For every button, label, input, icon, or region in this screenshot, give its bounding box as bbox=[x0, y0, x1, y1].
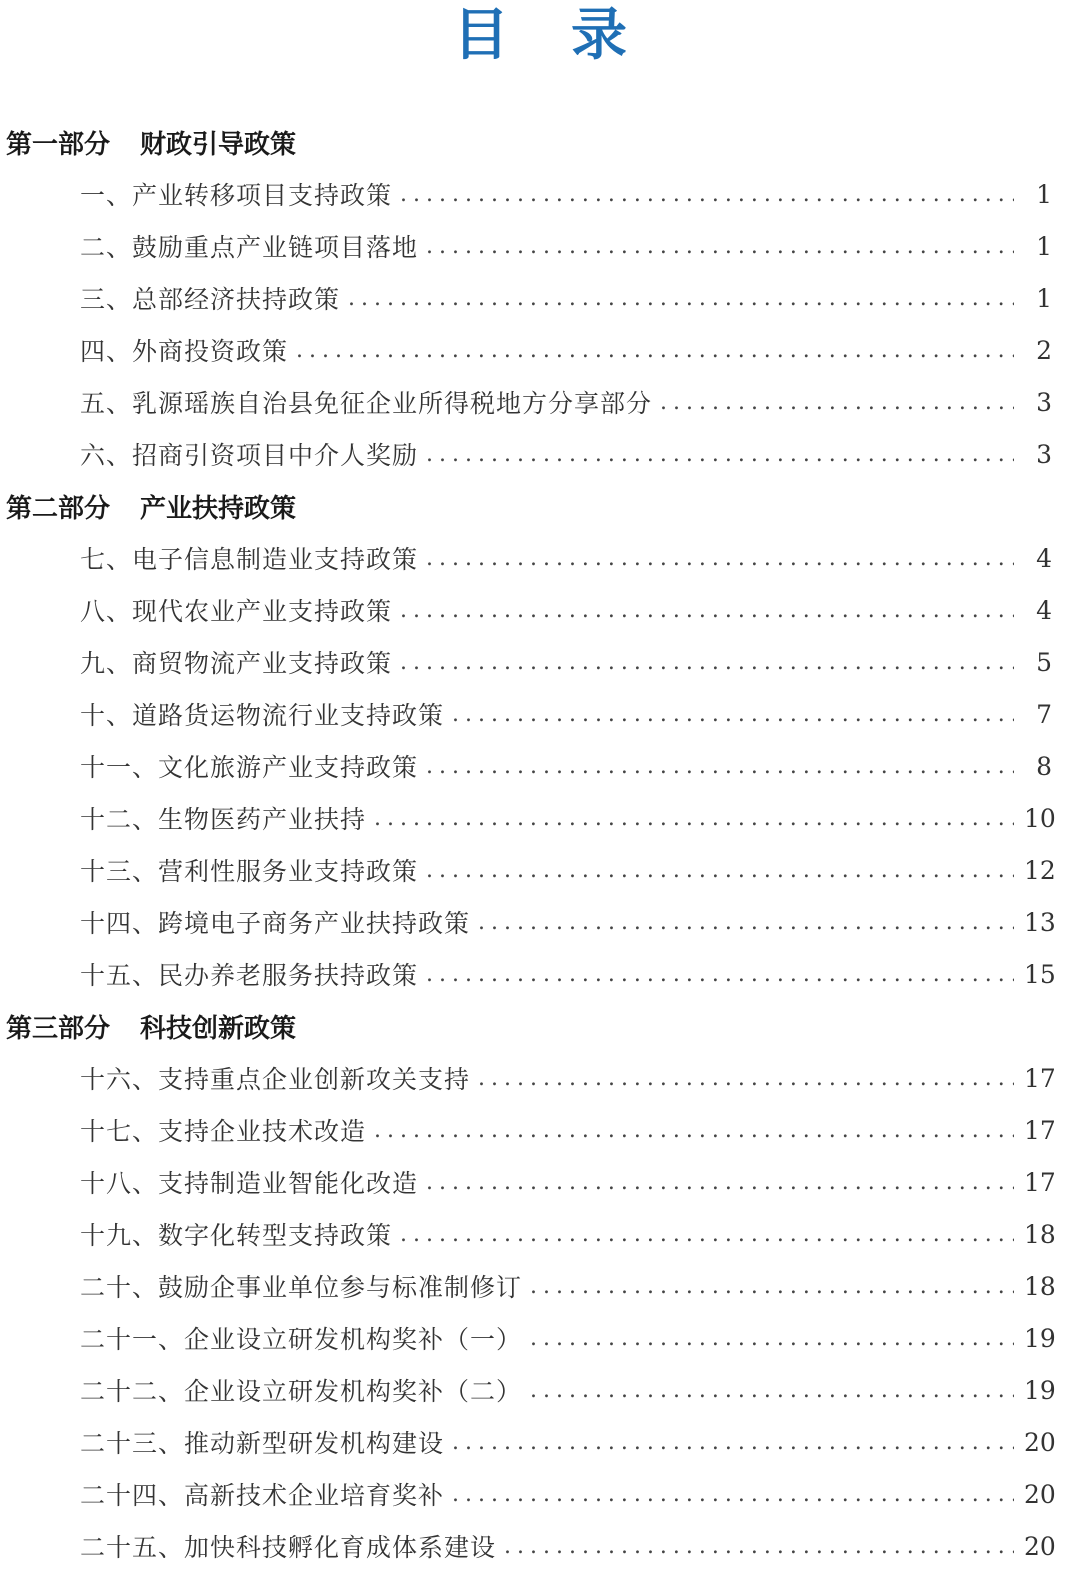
page-title: 目录 bbox=[453, 3, 689, 68]
toc-entry-page-number: 18 bbox=[1024, 1219, 1056, 1249]
toc-entry[interactable] bbox=[0, 948, 1080, 1000]
toc-entry-page-number: 19 bbox=[1024, 1375, 1056, 1405]
dot-leader bbox=[660, 390, 1014, 415]
toc-entry[interactable] bbox=[0, 1052, 1080, 1104]
dot-leader bbox=[400, 182, 1014, 207]
toc-entry-page-number: 13 bbox=[1024, 907, 1056, 937]
dot-leader bbox=[530, 1274, 1014, 1299]
section-name: 财政引导政策 bbox=[140, 129, 297, 160]
toc-entry[interactable] bbox=[0, 1260, 1080, 1312]
dot-leader bbox=[374, 806, 1014, 831]
toc-entry-label: 二十二、企业设立研发机构奖补（二） bbox=[80, 1377, 523, 1406]
dot-leader bbox=[478, 1066, 1014, 1091]
section-heading bbox=[0, 1000, 1080, 1052]
toc-entry[interactable] bbox=[0, 896, 1080, 948]
section-heading bbox=[0, 480, 1080, 532]
dot-leader bbox=[374, 1118, 1014, 1143]
toc-entry-label: 二十三、推动新型研发机构建设 bbox=[80, 1429, 445, 1458]
toc-entry[interactable] bbox=[0, 272, 1080, 324]
toc-entry[interactable] bbox=[0, 1208, 1080, 1260]
toc-entry-page-number: 17 bbox=[1024, 1167, 1056, 1197]
toc-entry[interactable] bbox=[0, 844, 1080, 896]
toc-entry-page-number: 20 bbox=[1024, 1427, 1056, 1457]
toc-entry-page-number: 19 bbox=[1024, 1323, 1056, 1353]
toc-entry-page-number: 3 bbox=[1036, 387, 1052, 417]
toc-entry-label: 七、电子信息制造业支持政策 bbox=[80, 545, 419, 574]
dot-leader bbox=[452, 1430, 1014, 1455]
toc-entry-page-number: 4 bbox=[1036, 543, 1052, 573]
toc-entry[interactable] bbox=[0, 532, 1080, 584]
dot-leader bbox=[426, 546, 1014, 571]
toc-entry[interactable] bbox=[0, 1312, 1080, 1364]
section-number: 第一部分 bbox=[6, 129, 111, 160]
toc-entry-page-number: 17 bbox=[1024, 1115, 1056, 1145]
toc-entry[interactable] bbox=[0, 1520, 1080, 1572]
toc-entry[interactable] bbox=[0, 428, 1080, 480]
toc-entry-label: 十六、支持重点企业创新攻关支持 bbox=[80, 1065, 471, 1094]
toc-entry-page-number: 5 bbox=[1036, 647, 1052, 677]
toc-entry[interactable] bbox=[0, 584, 1080, 636]
dot-leader bbox=[452, 702, 1014, 727]
dot-leader bbox=[530, 1326, 1014, 1351]
toc-entry-page-number: 20 bbox=[1024, 1479, 1056, 1509]
toc-entry-label: 九、商贸物流产业支持政策 bbox=[80, 649, 393, 678]
toc-entry-label: 十、道路货运物流行业支持政策 bbox=[80, 701, 445, 730]
toc-entry-page-number: 3 bbox=[1036, 439, 1052, 469]
toc-entry-label: 十二、生物医药产业扶持 bbox=[80, 805, 367, 834]
toc-entry-label: 十三、营利性服务业支持政策 bbox=[80, 857, 419, 886]
dot-leader bbox=[400, 650, 1014, 675]
toc-entry-page-number: 18 bbox=[1024, 1271, 1056, 1301]
dot-leader bbox=[348, 286, 1014, 311]
dot-leader bbox=[504, 1534, 1014, 1559]
toc-entry-page-number: 1 bbox=[1036, 283, 1052, 313]
dot-leader bbox=[530, 1378, 1014, 1403]
dot-leader bbox=[400, 1222, 1014, 1247]
section-name: 科技创新政策 bbox=[140, 1013, 297, 1044]
toc-entry-label: 二十一、企业设立研发机构奖补（一） bbox=[80, 1325, 523, 1354]
section-number: 第三部分 bbox=[6, 1013, 111, 1044]
toc-entry[interactable] bbox=[0, 1364, 1080, 1416]
toc-entry[interactable] bbox=[0, 740, 1080, 792]
toc-entry-label: 一、产业转移项目支持政策 bbox=[80, 181, 393, 210]
dot-leader bbox=[478, 910, 1014, 935]
toc-entry-page-number: 1 bbox=[1036, 231, 1052, 261]
toc-entry-label: 十八、支持制造业智能化改造 bbox=[80, 1169, 419, 1198]
toc-entry-label: 二十、鼓励企事业单位参与标准制修订 bbox=[80, 1273, 523, 1302]
toc-entry[interactable] bbox=[0, 220, 1080, 272]
toc-entry-page-number: 10 bbox=[1024, 803, 1056, 833]
toc-entry[interactable] bbox=[0, 168, 1080, 220]
toc-entry-page-number: 15 bbox=[1024, 959, 1056, 989]
toc-entry-page-number: 8 bbox=[1036, 751, 1052, 781]
toc-entry-label: 十九、数字化转型支持政策 bbox=[80, 1221, 393, 1250]
toc-entry-label: 八、现代农业产业支持政策 bbox=[80, 597, 393, 626]
toc-entry-page-number: 4 bbox=[1036, 595, 1052, 625]
toc-entry-label: 十七、支持企业技术改造 bbox=[80, 1117, 367, 1146]
toc-entry-page-number: 7 bbox=[1036, 699, 1052, 729]
toc-entry-page-number: 2 bbox=[1036, 335, 1052, 365]
toc-entry-label: 十四、跨境电子商务产业扶持政策 bbox=[80, 909, 471, 938]
toc-entry[interactable] bbox=[0, 792, 1080, 844]
dot-leader bbox=[296, 338, 1014, 363]
toc-entry[interactable] bbox=[0, 688, 1080, 740]
toc-entry[interactable] bbox=[0, 636, 1080, 688]
toc-entry-label: 六、招商引资项目中介人奖励 bbox=[80, 441, 419, 470]
toc-entry-label: 三、总部经济扶持政策 bbox=[80, 285, 341, 314]
dot-leader bbox=[426, 234, 1014, 259]
toc-entry-page-number: 12 bbox=[1024, 855, 1056, 885]
toc-entry-label: 二十四、高新技术企业培育奖补 bbox=[80, 1481, 445, 1510]
toc-entry[interactable] bbox=[0, 1156, 1080, 1208]
toc-entry-page-number: 20 bbox=[1024, 1531, 1056, 1561]
toc-entry-label: 五、乳源瑶族自治县免征企业所得税地方分享部分 bbox=[80, 389, 653, 418]
dot-leader bbox=[426, 442, 1014, 467]
toc-entry[interactable] bbox=[0, 1416, 1080, 1468]
section-number: 第二部分 bbox=[6, 493, 111, 524]
toc-entry[interactable] bbox=[0, 376, 1080, 428]
toc-entry-label: 十五、民办养老服务扶持政策 bbox=[80, 961, 419, 990]
toc-entry-page-number: 17 bbox=[1024, 1063, 1056, 1093]
toc-entry-label: 二十五、加快科技孵化育成体系建设 bbox=[80, 1533, 497, 1562]
section-name: 产业扶持政策 bbox=[140, 493, 297, 524]
toc-entry-label: 二、鼓励重点产业链项目落地 bbox=[80, 233, 419, 262]
toc-entry-label: 十一、文化旅游产业支持政策 bbox=[80, 753, 419, 782]
toc-entry[interactable] bbox=[0, 1104, 1080, 1156]
dot-leader bbox=[426, 1170, 1014, 1195]
dot-leader bbox=[452, 1482, 1014, 1507]
dot-leader bbox=[426, 962, 1014, 987]
toc-entry[interactable] bbox=[0, 1468, 1080, 1520]
dot-leader bbox=[400, 598, 1014, 623]
dot-leader bbox=[426, 858, 1014, 883]
toc-entry-page-number: 1 bbox=[1036, 179, 1052, 209]
table-of-contents bbox=[0, 116, 1080, 1572]
section-heading bbox=[0, 116, 1080, 168]
toc-entry-label: 四、外商投资政策 bbox=[80, 337, 289, 366]
toc-entry[interactable] bbox=[0, 324, 1080, 376]
dot-leader bbox=[426, 754, 1014, 779]
